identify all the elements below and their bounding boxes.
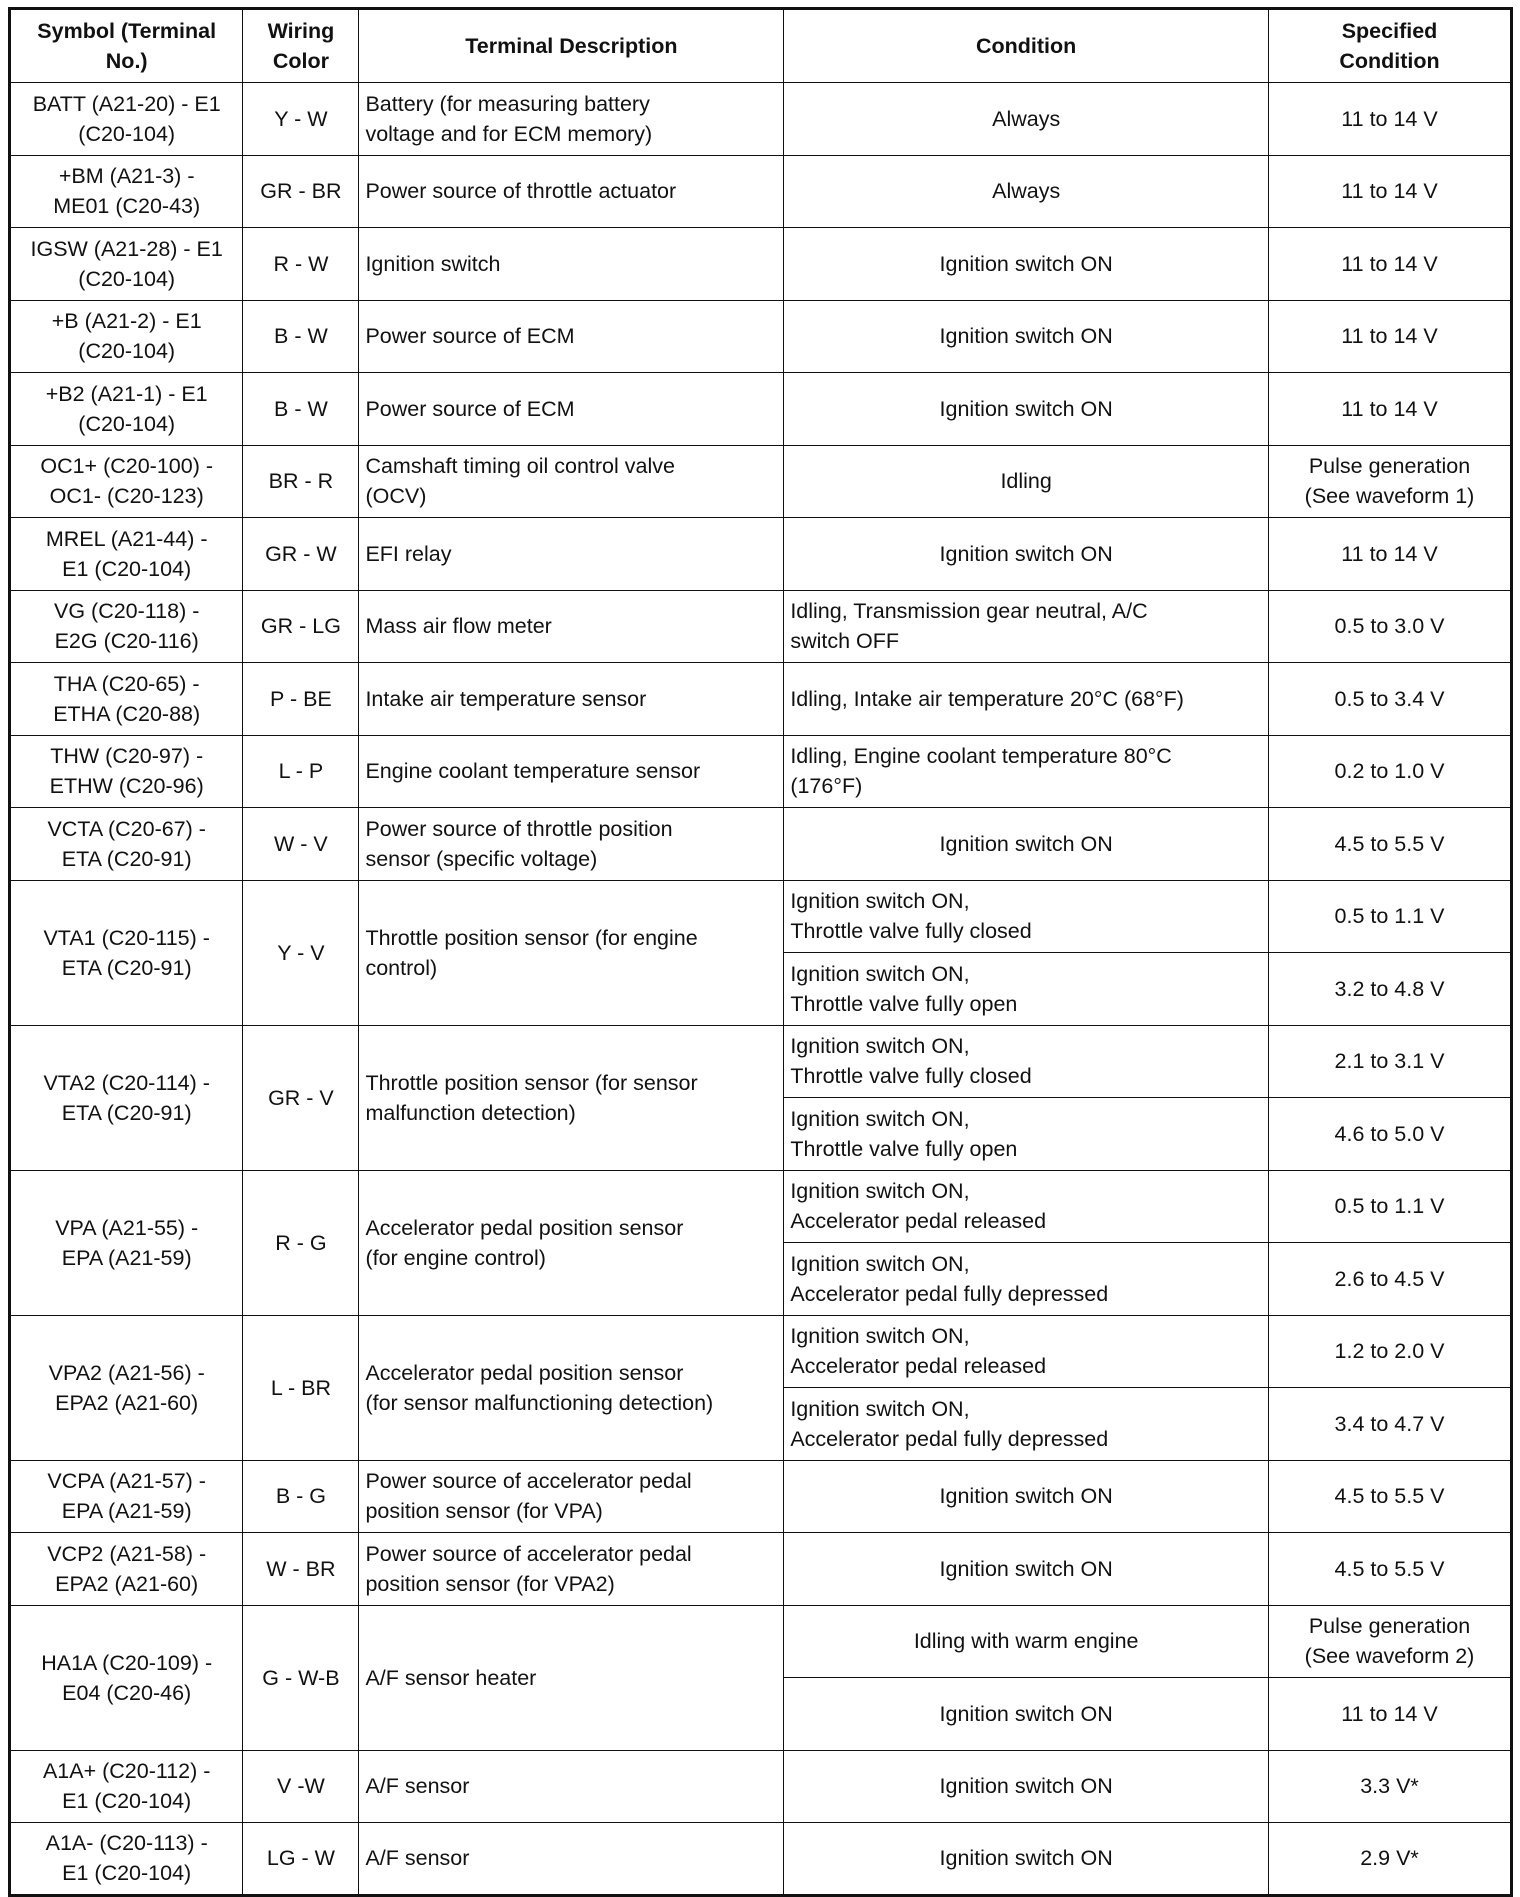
description-cell: Ignition switch <box>359 228 784 301</box>
header-terminal-description: Terminal Description <box>359 9 784 83</box>
condition-cell: Ignition switch ON <box>784 518 1269 591</box>
description-cell: Throttle position sensor (for engine control) <box>359 880 784 1025</box>
wiring-color-cell: B - W <box>243 300 359 373</box>
condition-cell: Ignition switch ON <box>784 1678 1269 1751</box>
description-cell: Battery (for measuring battery voltage and for ECM memory) <box>359 83 784 156</box>
symbol-cell: VCP2 (A21-58) - EPA2 (A21-60) <box>10 1533 243 1606</box>
table-row <box>10 663 1512 736</box>
description-cell: Accelerator pedal position sensor (for sensor malfunctioning detection) <box>359 1315 784 1460</box>
specified-condition-cell: 2.6 to 4.5 V <box>1269 1243 1512 1316</box>
symbol-cell: HA1A (C20-109) - E04 (C20-46) <box>10 1605 243 1750</box>
symbol-cell: VCPA (A21-57) - EPA (A21-59) <box>10 1460 243 1533</box>
specified-condition-cell: 4.6 to 5.0 V <box>1269 1098 1512 1171</box>
condition-cell: Ignition switch ON <box>784 300 1269 373</box>
symbol-cell: VCTA (C20-67) - ETA (C20-91) <box>10 808 243 881</box>
table-row <box>10 445 1512 518</box>
table-row <box>10 1315 1512 1388</box>
specified-condition-cell: 3.4 to 4.7 V <box>1269 1388 1512 1461</box>
specified-condition-cell: 3.2 to 4.8 V <box>1269 953 1512 1026</box>
condition-cell: Idling, Engine coolant temperature 80°C (176°F) <box>784 735 1269 808</box>
wiring-color-cell: GR - LG <box>243 590 359 663</box>
symbol-cell: IGSW (A21-28) - E1 (C20-104) <box>10 228 243 301</box>
description-cell: Power source of throttle position sensor (specific voltage) <box>359 808 784 881</box>
table-row <box>10 1025 1512 1098</box>
description-cell: Accelerator pedal position sensor (for engine control) <box>359 1170 784 1315</box>
description-cell: Engine coolant temperature sensor <box>359 735 784 808</box>
symbol-cell: VPA (A21-55) - EPA (A21-59) <box>10 1170 243 1315</box>
table-row <box>10 1170 1512 1243</box>
specified-condition-cell: 3.3 V* <box>1269 1750 1512 1823</box>
specified-condition-cell: Pulse generation (See waveform 1) <box>1269 445 1512 518</box>
description-cell: Intake air temperature sensor <box>359 663 784 736</box>
wiring-color-cell: G - W-B <box>243 1605 359 1750</box>
wiring-color-cell: Y - W <box>243 83 359 156</box>
symbol-cell: BATT (A21-20) - E1 (C20-104) <box>10 83 243 156</box>
condition-cell: Ignition switch ON <box>784 1823 1269 1896</box>
specified-condition-cell: 4.5 to 5.5 V <box>1269 808 1512 881</box>
table-body <box>10 83 1512 1896</box>
description-cell: Mass air flow meter <box>359 590 784 663</box>
condition-cell: Always <box>784 155 1269 228</box>
specified-condition-cell: Pulse generation (See waveform 2) <box>1269 1605 1512 1678</box>
specified-condition-cell: 2.1 to 3.1 V <box>1269 1025 1512 1098</box>
specified-condition-cell: 11 to 14 V <box>1269 518 1512 591</box>
symbol-cell: VPA2 (A21-56) - EPA2 (A21-60) <box>10 1315 243 1460</box>
wiring-color-cell: BR - R <box>243 445 359 518</box>
symbol-cell: THW (C20-97) - ETHW (C20-96) <box>10 735 243 808</box>
description-cell: Power source of accelerator pedal position sensor (for VPA2) <box>359 1533 784 1606</box>
table-row <box>10 1605 1512 1678</box>
wiring-color-cell: P - BE <box>243 663 359 736</box>
specified-condition-cell: 11 to 14 V <box>1269 83 1512 156</box>
symbol-cell: A1A- (C20-113) - E1 (C20-104) <box>10 1823 243 1896</box>
wiring-color-cell: L - BR <box>243 1315 359 1460</box>
specified-condition-cell: 11 to 14 V <box>1269 373 1512 446</box>
symbol-cell: A1A+ (C20-112) - E1 (C20-104) <box>10 1750 243 1823</box>
header-wiring-color: Wiring Color <box>243 9 359 83</box>
condition-cell: Ignition switch ON, Throttle valve fully closed <box>784 1025 1269 1098</box>
wiring-color-cell: B - W <box>243 373 359 446</box>
symbol-cell: +B (A21-2) - E1 (C20-104) <box>10 300 243 373</box>
wiring-color-cell: GR - BR <box>243 155 359 228</box>
wiring-color-cell: GR - W <box>243 518 359 591</box>
table-row <box>10 1823 1512 1896</box>
wiring-color-cell: R - W <box>243 228 359 301</box>
specified-condition-cell: 4.5 to 5.5 V <box>1269 1533 1512 1606</box>
wiring-color-cell: W - V <box>243 808 359 881</box>
symbol-cell: +B2 (A21-1) - E1 (C20-104) <box>10 373 243 446</box>
header-symbol: Symbol (Terminal No.) <box>10 9 243 83</box>
specified-condition-cell: 11 to 14 V <box>1269 1678 1512 1751</box>
condition-cell: Ignition switch ON <box>784 373 1269 446</box>
wiring-color-cell: GR - V <box>243 1025 359 1170</box>
condition-cell: Ignition switch ON <box>784 228 1269 301</box>
description-cell: Camshaft timing oil control valve (OCV) <box>359 445 784 518</box>
wiring-color-cell: L - P <box>243 735 359 808</box>
description-cell: Power source of throttle actuator <box>359 155 784 228</box>
condition-cell: Idling <box>784 445 1269 518</box>
condition-cell: Ignition switch ON, Throttle valve fully closed <box>784 880 1269 953</box>
specified-condition-cell: 2.9 V* <box>1269 1823 1512 1896</box>
condition-cell: Idling, Transmission gear neutral, A/C switch OFF <box>784 590 1269 663</box>
symbol-cell: MREL (A21-44) - E1 (C20-104) <box>10 518 243 591</box>
table-row <box>10 1460 1512 1533</box>
symbol-cell: +BM (A21-3) - ME01 (C20-43) <box>10 155 243 228</box>
specified-condition-cell: 11 to 14 V <box>1269 300 1512 373</box>
header-specified-condition: Specified Condition <box>1269 9 1512 83</box>
table-row <box>10 518 1512 591</box>
wiring-color-cell: B - G <box>243 1460 359 1533</box>
specified-condition-cell: 4.5 to 5.5 V <box>1269 1460 1512 1533</box>
specified-condition-cell: 11 to 14 V <box>1269 228 1512 301</box>
description-cell: Power source of accelerator pedal position sensor (for VPA) <box>359 1460 784 1533</box>
description-cell: A/F sensor <box>359 1823 784 1896</box>
table-row <box>10 1750 1512 1823</box>
description-cell: Power source of ECM <box>359 300 784 373</box>
specified-condition-cell: 0.2 to 1.0 V <box>1269 735 1512 808</box>
table-row <box>10 735 1512 808</box>
condition-cell: Ignition switch ON, Accelerator pedal fully depressed <box>784 1388 1269 1461</box>
condition-cell: Ignition switch ON <box>784 1460 1269 1533</box>
condition-cell: Ignition switch ON <box>784 808 1269 881</box>
symbol-cell: VG (C20-118) - E2G (C20-116) <box>10 590 243 663</box>
condition-cell: Ignition switch ON, Throttle valve fully open <box>784 1098 1269 1171</box>
symbol-cell: VTA2 (C20-114) - ETA (C20-91) <box>10 1025 243 1170</box>
condition-cell: Idling with warm engine <box>784 1605 1269 1678</box>
specified-condition-cell: 0.5 to 3.4 V <box>1269 663 1512 736</box>
header-condition: Condition <box>784 9 1269 83</box>
condition-cell: Ignition switch ON, Accelerator pedal released <box>784 1315 1269 1388</box>
wiring-color-cell: Y - V <box>243 880 359 1025</box>
specified-condition-cell: 0.5 to 1.1 V <box>1269 1170 1512 1243</box>
symbol-cell: VTA1 (C20-115) - ETA (C20-91) <box>10 880 243 1025</box>
symbol-cell: OC1+ (C20-100) - OC1- (C20-123) <box>10 445 243 518</box>
condition-cell: Idling, Intake air temperature 20°C (68°F) <box>784 663 1269 736</box>
condition-cell: Ignition switch ON, Accelerator pedal released <box>784 1170 1269 1243</box>
symbol-cell: THA (C20-65) - ETHA (C20-88) <box>10 663 243 736</box>
table-row <box>10 228 1512 301</box>
wiring-color-cell: LG - W <box>243 1823 359 1896</box>
condition-cell: Always <box>784 83 1269 156</box>
table-row <box>10 155 1512 228</box>
table-row <box>10 1533 1512 1606</box>
table-row <box>10 880 1512 953</box>
description-cell: Power source of ECM <box>359 373 784 446</box>
wiring-color-cell: V -W <box>243 1750 359 1823</box>
specified-condition-cell: 11 to 14 V <box>1269 155 1512 228</box>
table-row <box>10 590 1512 663</box>
specified-condition-cell: 0.5 to 3.0 V <box>1269 590 1512 663</box>
wiring-color-cell: R - G <box>243 1170 359 1315</box>
condition-cell: Ignition switch ON <box>784 1750 1269 1823</box>
table-row <box>10 300 1512 373</box>
description-cell: A/F sensor heater <box>359 1605 784 1750</box>
condition-cell: Ignition switch ON, Accelerator pedal fully depressed <box>784 1243 1269 1316</box>
terminal-spec-table <box>8 7 1513 1897</box>
condition-cell: Ignition switch ON <box>784 1533 1269 1606</box>
specified-condition-cell: 0.5 to 1.1 V <box>1269 880 1512 953</box>
description-cell: Throttle position sensor (for sensor malfunction detection) <box>359 1025 784 1170</box>
description-cell: EFI relay <box>359 518 784 591</box>
condition-cell: Ignition switch ON, Throttle valve fully open <box>784 953 1269 1026</box>
table-row <box>10 83 1512 156</box>
table-row <box>10 373 1512 446</box>
table-row <box>10 808 1512 881</box>
description-cell: A/F sensor <box>359 1750 784 1823</box>
table-header-row <box>10 9 1512 83</box>
specified-condition-cell: 1.2 to 2.0 V <box>1269 1315 1512 1388</box>
wiring-color-cell: W - BR <box>243 1533 359 1606</box>
